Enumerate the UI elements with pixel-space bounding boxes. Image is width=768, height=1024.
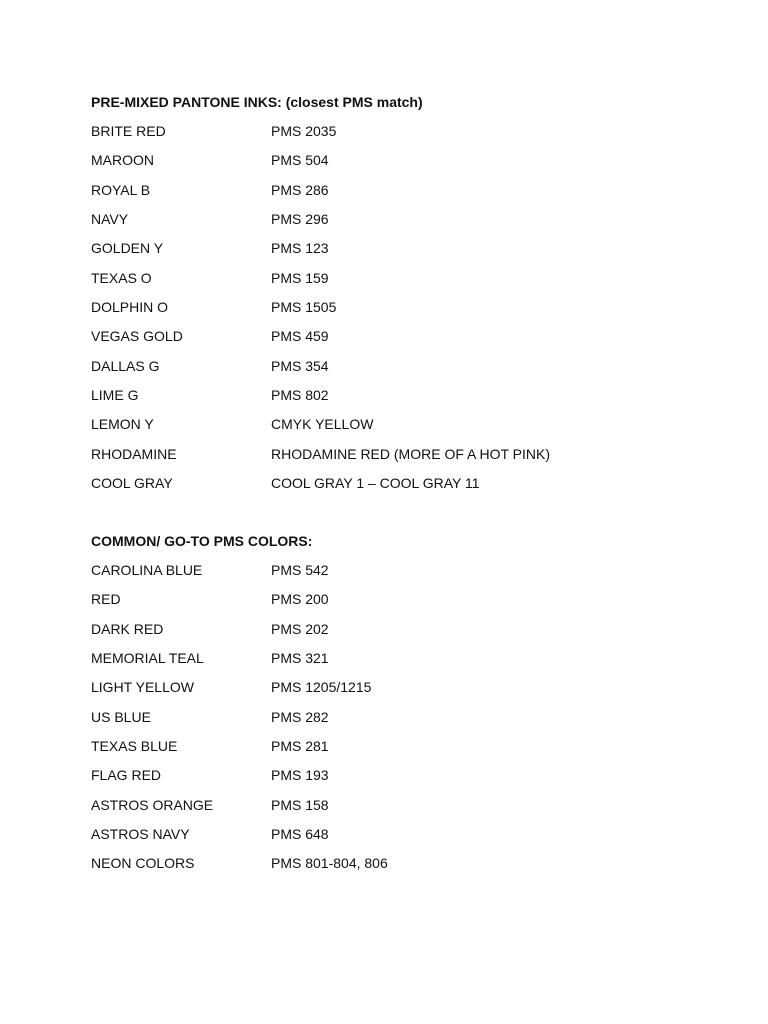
pms-value: PMS 158 xyxy=(271,796,329,813)
color-row xyxy=(91,825,711,854)
pms-value: PMS 1505 xyxy=(271,298,337,315)
color-row xyxy=(91,708,711,737)
pms-value: PMS 2035 xyxy=(271,123,337,139)
color-name: GOLDEN Y xyxy=(91,240,164,257)
color-row xyxy=(91,357,711,386)
color-name: DARK RED xyxy=(91,620,164,637)
color-row xyxy=(91,854,711,883)
pms-value: CMYK YELLOW xyxy=(271,416,374,433)
color-list xyxy=(91,561,711,884)
color-row xyxy=(91,678,711,707)
color-row xyxy=(91,239,711,268)
color-row xyxy=(91,415,711,444)
color-name: MAROON xyxy=(91,152,154,169)
pms-value: PMS 542 xyxy=(271,562,329,578)
pms-value: PMS 282 xyxy=(271,708,329,725)
color-name: LIGHT YELLOW xyxy=(91,679,194,696)
color-row xyxy=(91,561,711,590)
color-row xyxy=(91,269,711,298)
pms-value: PMS 802 xyxy=(271,386,329,403)
color-row xyxy=(91,298,711,327)
pms-value: PMS 159 xyxy=(271,269,329,286)
color-list xyxy=(91,122,711,503)
color-row xyxy=(91,327,711,356)
color-name: ASTROS NAVY xyxy=(91,825,190,842)
color-name: US BLUE xyxy=(91,708,151,725)
color-name: RHODAMINE xyxy=(91,445,177,462)
pms-value: COOL GRAY 1 – COOL GRAY 11 xyxy=(271,474,480,491)
color-name: LIME G xyxy=(91,386,139,403)
color-row xyxy=(91,122,711,151)
pms-value: PMS 801-804, 806 xyxy=(271,855,388,872)
color-row xyxy=(91,181,711,210)
pms-value: PMS 1205/1215 xyxy=(271,679,372,696)
color-name: MEMORIAL TEAL xyxy=(91,649,204,666)
color-name: DOLPHIN O xyxy=(91,298,169,315)
color-row xyxy=(91,590,711,619)
pms-value: PMS 296 xyxy=(271,210,329,227)
color-row xyxy=(91,620,711,649)
pms-value: PMS 200 xyxy=(271,591,329,608)
section-premixed-inks xyxy=(91,93,711,503)
color-name: TEXAS O xyxy=(91,269,152,286)
color-row xyxy=(91,737,711,766)
color-name: NAVY xyxy=(91,210,129,227)
pms-value: PMS 354 xyxy=(271,357,329,374)
color-row xyxy=(91,151,711,180)
pms-value: PMS 459 xyxy=(271,328,329,345)
pms-value: PMS 193 xyxy=(271,767,329,784)
color-row xyxy=(91,210,711,239)
pms-value: PMS 321 xyxy=(271,649,329,666)
color-row xyxy=(91,445,711,474)
color-name: DALLAS G xyxy=(91,357,160,374)
color-name: ROYAL B xyxy=(91,181,151,198)
color-name: VEGAS GOLD xyxy=(91,328,183,345)
section-heading: PRE-MIXED PANTONE INKS: (closest PMS match) xyxy=(91,94,423,110)
section-common-pms-colors xyxy=(91,532,711,884)
color-name: ASTROS ORANGE xyxy=(91,796,214,813)
color-name: TEXAS BLUE xyxy=(91,737,178,754)
pms-value: PMS 202 xyxy=(271,620,329,637)
color-name: FLAG RED xyxy=(91,767,162,784)
color-row xyxy=(91,386,711,415)
pms-value: PMS 123 xyxy=(271,240,329,257)
pms-value: PMS 504 xyxy=(271,152,329,169)
color-name: NEON COLORS xyxy=(91,855,195,872)
section-heading: COMMON/ GO-TO PMS COLORS: xyxy=(91,533,313,549)
pms-value: PMS 648 xyxy=(271,825,329,842)
color-row xyxy=(91,649,711,678)
pms-value: PMS 281 xyxy=(271,737,329,754)
color-name: BRITE RED xyxy=(91,123,166,139)
pms-value: RHODAMINE RED (MORE OF A HOT PINK) xyxy=(271,445,550,462)
color-name: COOL GRAY xyxy=(91,474,173,491)
pms-value: PMS 286 xyxy=(271,181,329,198)
color-name: RED xyxy=(91,591,121,608)
color-row xyxy=(91,474,711,503)
color-name: CAROLINA BLUE xyxy=(91,562,203,578)
color-row xyxy=(91,766,711,795)
color-name: LEMON Y xyxy=(91,416,154,433)
color-row xyxy=(91,796,711,825)
